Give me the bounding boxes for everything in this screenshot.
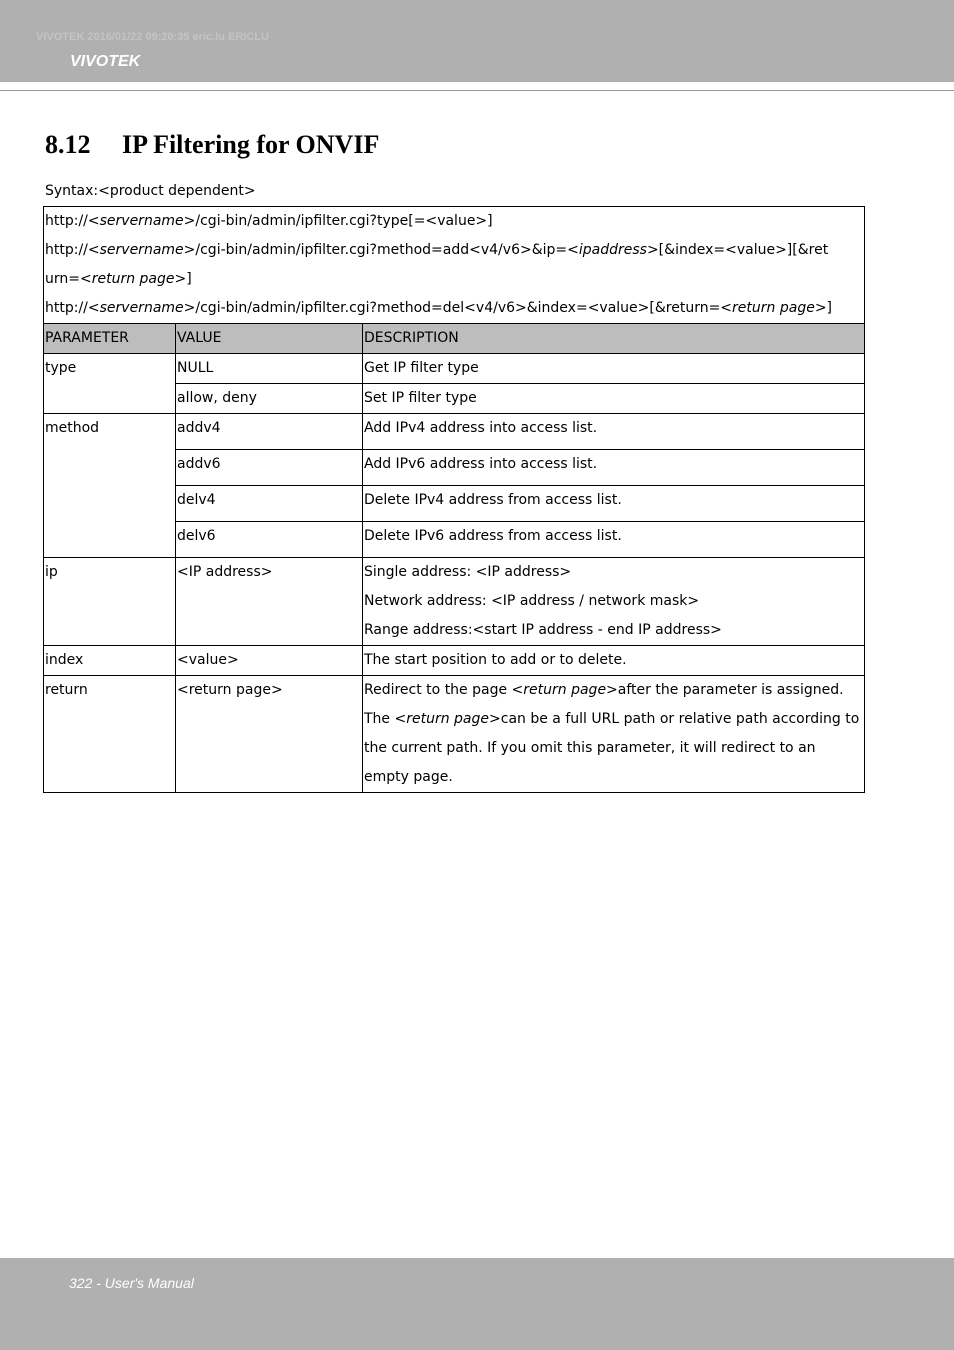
table-row — [44, 558, 865, 646]
watermark: VIVOTEK 2016/01/22 09:20:35 eric.lu ERICLU — [36, 31, 269, 43]
table-row — [44, 676, 865, 793]
value-cell: <return page> — [176, 676, 363, 793]
value-cell: allow, deny — [176, 384, 363, 414]
description-cell: Get IP filter type — [363, 354, 865, 384]
header-parameter: PARAMETER — [44, 324, 176, 354]
desc-line: Single address: <IP address> — [364, 564, 572, 580]
description-cell: The start position to add or to delete. — [363, 646, 865, 676]
section-title — [45, 130, 379, 160]
syntax-line: Syntax:<product dependent> — [45, 183, 256, 199]
url-cell — [44, 207, 865, 324]
header-description: DESCRIPTION — [363, 324, 865, 354]
value-cell: addv6 — [176, 450, 363, 486]
page-number: 322 - User's Manual — [69, 1275, 194, 1291]
description-cell: Add IPv4 address into access list. — [363, 414, 865, 450]
description-cell: Redirect to the page <return page>after the parameter is assigned. The <return page>can be a full URL path or relative path according to the current path. If you omit this parameter, it will redirect to an empty page. — [363, 676, 865, 793]
value-cell: delv6 — [176, 522, 363, 558]
value-cell: delv4 — [176, 486, 363, 522]
table-header-row — [44, 324, 865, 354]
description-cell: Add IPv6 address into access list. — [363, 450, 865, 486]
parameter-table — [43, 206, 865, 793]
brand-name: VIVOTEK — [70, 53, 141, 70]
url-row — [44, 207, 865, 324]
section-title-text: IP Filtering for ONVIF — [122, 130, 380, 159]
description-cell — [363, 558, 865, 646]
section-number: 8.12 — [45, 130, 91, 159]
description-cell: Set IP filter type — [363, 384, 865, 414]
header-value: VALUE — [176, 324, 363, 354]
param-type: type — [44, 354, 176, 414]
table-row — [44, 646, 865, 676]
value-cell: addv4 — [176, 414, 363, 450]
url-add: http://<servername>/cgi-bin/admin/ipfilter.cgi?method=add<v4/v6>&ip=<ipaddress>[&index=<value>][&ret urn=<return page>] — [45, 242, 829, 287]
description-cell: Delete IPv4 address from access list. — [363, 486, 865, 522]
param-index: index — [44, 646, 176, 676]
table-row — [44, 354, 865, 384]
page-header — [0, 0, 954, 82]
page-footer — [0, 1258, 954, 1350]
url-del: http://<servername>/cgi-bin/admin/ipfilter.cgi?method=del<v4/v6>&index=<value>[&return=<return page>] — [45, 300, 833, 316]
desc-line: Range address:<start IP address - end IP address> — [364, 622, 722, 638]
param-return: return — [44, 676, 176, 793]
param-ip: ip — [44, 558, 176, 646]
param-method: method — [44, 414, 176, 558]
header-divider — [0, 90, 954, 91]
value-cell: <value> — [176, 646, 363, 676]
description-cell: Delete IPv6 address from access list. — [363, 522, 865, 558]
value-cell: <IP address> — [176, 558, 363, 646]
table-row — [44, 414, 865, 450]
url-type: http://<servername>/cgi-bin/admin/ipfilter.cgi?type[=<value>] — [45, 213, 493, 229]
value-cell: NULL — [176, 354, 363, 384]
desc-line: Network address: <IP address / network mask> — [364, 593, 700, 609]
